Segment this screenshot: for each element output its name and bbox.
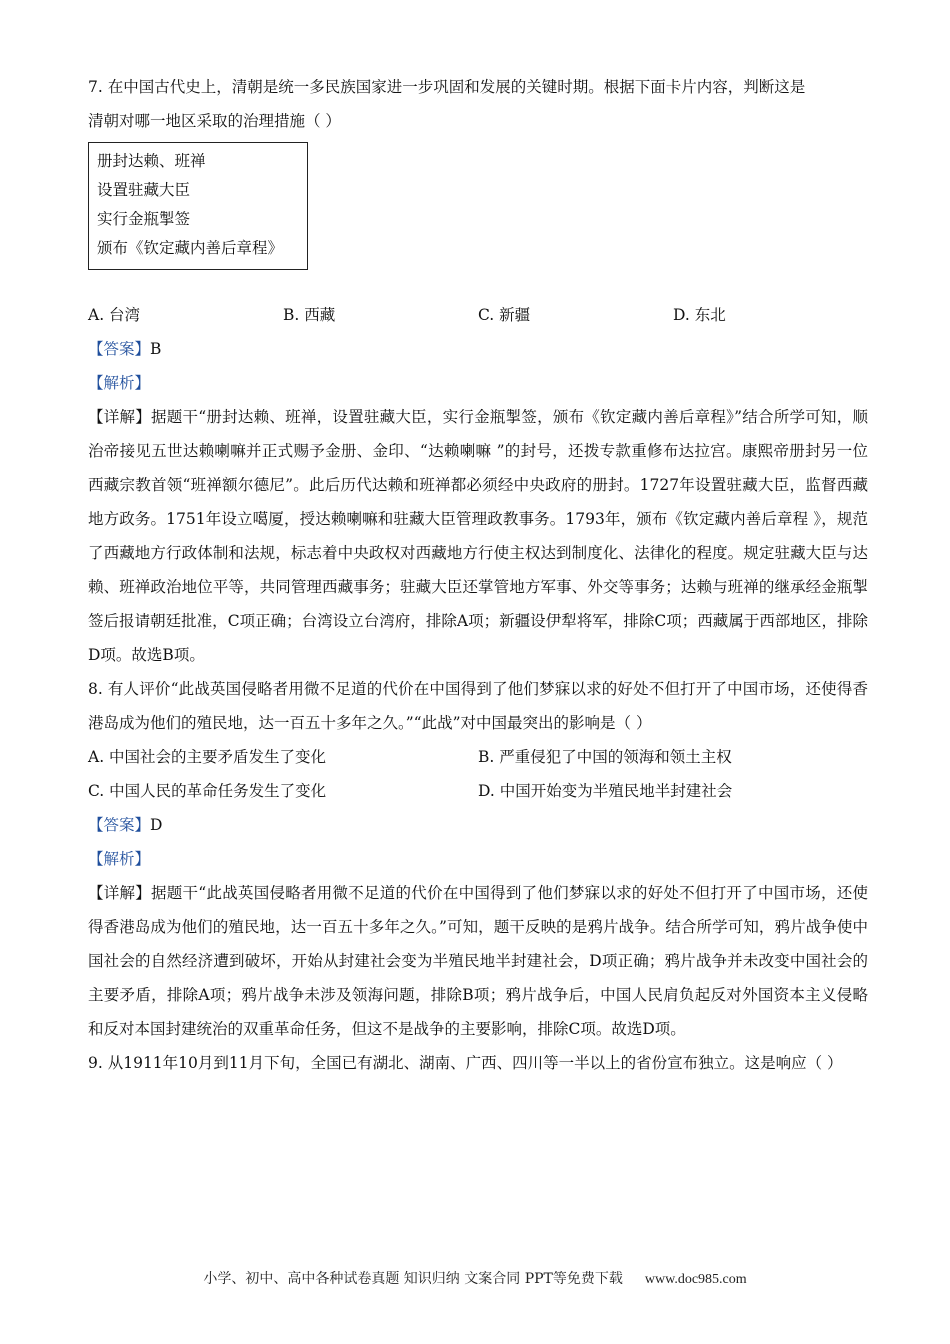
q8-option-c: C. 中国人民的革命任务发生了变化 xyxy=(88,782,327,800)
q7-stem-line2: 清朝对哪一地区采取的治理措施（ ） xyxy=(88,112,341,130)
q7-option-a: A. 台湾 xyxy=(88,306,141,324)
q7-answer xyxy=(88,332,868,366)
q8-option-d: D. 中国开始变为半殖民地半封建社会 xyxy=(478,782,733,800)
card-item: 实行金瓶掣签 xyxy=(97,210,191,228)
answer-tag: 【答案】 xyxy=(88,816,151,834)
detail-tag: 【详解】 xyxy=(88,408,151,426)
card-item: 设置驻藏大臣 xyxy=(97,181,191,199)
q8-analysis xyxy=(88,842,868,876)
detail-text: 据题干“此战英国侵略者用微不足道的代价在中国得到了他们梦寐以求的好处不但打开了中国市场，还使得香港岛成为他们的殖民地，达一百五十多年之久。”可知，题干反映的是鸦片战争。结合所学可知，鸦片战争使中国社会的自然经济遭到破坏，开始从封建社会变为半殖民地半封建社会，D项正确；鸦片战争并未改变中国社会的主要矛盾，排除A项；鸦片战争未涉及领海问题，排除B项；鸦片战争后，中国人民肩负起反对外国资本主义侵略和反对本国封建统治的双重革命任务，但这不是战争的主要影响，排除C项。故选D项。 xyxy=(88,884,868,1038)
q7-detail xyxy=(88,400,868,672)
q8-option-a: A. 中国社会的主要矛盾发生了变化 xyxy=(88,748,327,766)
analysis-tag: 【解析】 xyxy=(88,850,151,868)
footer-text: 小学、初中、高中各种试卷真题 知识归纳 文案合同 PPT等免费下载 xyxy=(203,1271,623,1287)
answer-value: D xyxy=(150,816,163,834)
footer-url[interactable]: www.doc985.com xyxy=(644,1272,747,1287)
detail-tag: 【详解】 xyxy=(88,884,152,902)
q7-stem-line1: 7. 在中国古代史上，清朝是统一多民族国家进一步巩固和发展的关键时期。根据下面卡片内容，判断这是 xyxy=(88,78,806,96)
q7-options xyxy=(88,298,868,332)
q8-options-row1 xyxy=(88,740,868,774)
detail-text: 据题干“册封达赖、班禅，设置驻藏大臣，实行金瓶掣签，颁布《钦定藏内善后章程》”结合所学可知，顺治帝接见五世达赖喇嘛并正式赐予金册、金印、“达赖喇嘛 ”的封号，还拨专款重修布达拉宫。康熙帝册封另一位西藏宗教首领“班禅额尔德尼”。此后历代达赖和班禅都必须经中央政府的册封。1727年设置驻藏大臣，监督西藏地方政务。1751年设立噶厦，授达赖喇嘛和驻藏大臣管理政教事务。1793年，颁布《钦定藏内善后章程 》，规范了西藏地方行政体制和法规，标志着中央政权对西藏地方行使主权达到制度化、法律化的程度。规定驻藏大臣与达赖、班禅政治地位平等，共同管理西藏事务；驻藏大臣还掌管地方军事、外交等事务；达赖与班禅的继承经金瓶掣签后报请朝廷批准，C项正确；台湾设立台湾府，排除A项；新疆设伊犁将军，排除C项；西藏属于西部地区，排除D项。故选B项。 xyxy=(88,408,868,664)
q8-options-row2 xyxy=(88,774,868,808)
analysis-tag: 【解析】 xyxy=(88,374,151,392)
q8-stem: 8. 有人评价“此战英国侵略者用微不足道的代价在中国得到了他们梦寐以求的好处不但打开了中国市场，还使得香港岛成为他们的殖民地，达一百五十多年之久。”“此战”对中国最突出的影响是（ ） xyxy=(88,680,868,732)
q8-answer xyxy=(88,808,868,842)
document-page xyxy=(88,70,868,1080)
q8-detail xyxy=(88,876,868,1046)
card-item: 颁布《钦定藏内善后章程》 xyxy=(97,239,284,257)
answer-tag: 【答案】 xyxy=(88,340,151,358)
q7-option-c: C. 新疆 xyxy=(478,306,531,324)
page-footer xyxy=(0,1268,950,1288)
answer-value: B xyxy=(150,340,162,358)
q7-analysis xyxy=(88,366,868,400)
q7-option-b: B. 西藏 xyxy=(283,306,336,324)
q9-stem: 9. 从1911年10月到11月下旬，全国已有湖北、湖南、广西、四川等一半以上的省份宣布独立。这是响应（ ） xyxy=(88,1054,843,1072)
card-item: 册封达赖、班禅 xyxy=(97,152,206,170)
q8-option-b: B. 严重侵犯了中国的领海和领土主权 xyxy=(478,748,732,766)
q7-option-d: D. 东北 xyxy=(673,306,726,324)
q7-info-card xyxy=(88,142,308,270)
